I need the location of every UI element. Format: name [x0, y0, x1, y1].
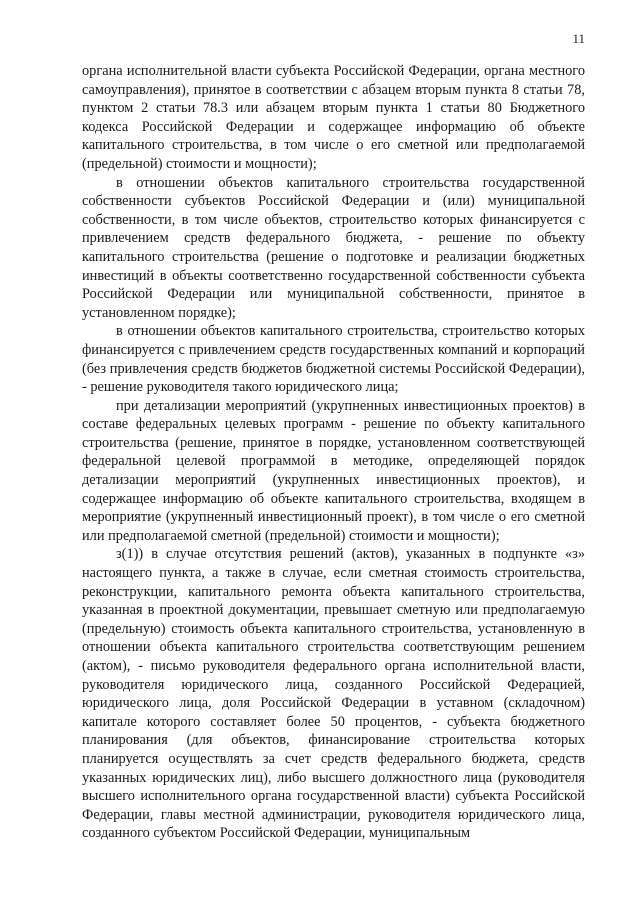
paragraph-5: з(1)) в случае отсутствия решений (актов), указанных в подпункте «з» настоящего пункта, а также в случае, если сметная стоимость строительства, реконструкции, капитального ремонта объекта капитального строительства, указанная в проектной документации, превышает сметную или предполагаемую (предельную) стоимость объекта капитального строительства, установленную в отношении объекта капитального строительства соответствующим решением (актом), - письмо руководителя федерального органа исполнительной власти, руководителя юридического лица, созданного Российской Федерацией, юридического лица, доля Российской Федерации в уставном (складочном) капитале которого составляет более 50 процентов, - субъекта бюджетного планирования (для объектов, финансирование строительства которых планируется осуществлять за счет средств федерального бюджета, средств указанных юридических лиц), либо высшего должностного лица (руководителя высшего исполнительного органа государственной власти) субъекта Российской Федерации, главы местной администрации, руководителя юридического лица, созданного субъектом Российской Федерации, муниципальным [82, 546, 585, 842]
paragraph-4: при детализации мероприятий (укрупненных инвестиционных проектов) в составе федеральных целевых программ - решение по объекту капитального строительства (решение, принятое в порядке, установленном соответствующей федеральной целевой программой в методике, определяющей порядок детализации мероприятий (укрупненных инвестиционных проектов), и содержащее информацию об объекте капитального строительства, входящем в мероприятие (укрупненный инвестиционный проект), в том числе о его сметной или предполагаемой сметной (предельной) стоимости и мощности); [82, 397, 585, 544]
document-body [82, 62, 585, 843]
paragraph-3: в отношении объектов капитального строительства, строительство которых финансируется с привлечением средств государственных компаний и корпораций (без привлечения средств бюджетов бюджетной системы Российской Федерации), - решение руководителя такого юридического лица; [82, 323, 585, 396]
paragraph-1: органа исполнительной власти субъекта Российской Федерации, органа местного самоуправления), принятое в соответствии с абзацем вторым пункта 8 статьи 78, пунктом 2 статьи 78.3 или абзацем вторым пункта 1 статьи 80 Бюджетного кодекса Российской Федерации и содержащее информацию об объекте капитального строительства, в том числе о его сметной или предполагаемой (предельной) стоимости и мощности); [82, 63, 585, 172]
paragraph-2: в отношении объектов капитального строительства государственной собственности субъектов Российской Федерации и (или) муниципальной собственности, в том числе объектов, строительство которых финансируется с привлечением средств федерального бюджета, - решение по объекту капитального строительства (решение о подготовке и реализации бюджетных инвестиций в объекты соответственно государственной собственности субъекта Российской Федерации или муниципальной собственности, принятое в установленном порядке); [82, 174, 585, 321]
page-number: 11 [572, 31, 585, 46]
